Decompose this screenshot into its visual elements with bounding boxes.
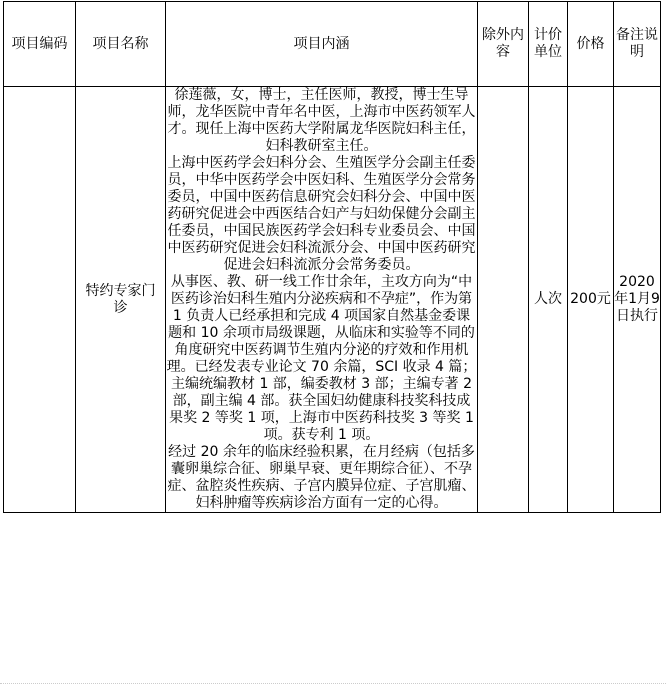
cell-item-content xyxy=(166,87,478,513)
cell-price: 200元 xyxy=(568,87,614,513)
cell-pricing-unit: 人次 xyxy=(529,87,568,513)
cell-item-code xyxy=(4,87,76,513)
header-price: 价格 xyxy=(568,2,614,87)
fee-schedule-table xyxy=(3,1,661,513)
content-paragraph-expertise: 经过 20 余年的临床经验积累，在月经病（包括多囊卵巢综合征、卵巢早衰、更年期综合征）、不孕症、盆腔炎性疾病、子宫内膜异位症、子宫肌瘤、妇科肿瘤等疾病诊治方面有一定的心得。 xyxy=(167,444,476,511)
table-row xyxy=(4,87,661,513)
header-item-code: 项目编码 xyxy=(4,2,76,87)
cell-excluded-content xyxy=(478,87,529,513)
content-paragraph-research: 从事医、教、研一线工作廿余年，主攻方向为“中医药诊治妇科生殖内分泌疾病和不孕症”，作为第 1 负责人已经承担和完成 4 项国家自然基金委课题和 10 余项市局级课题，从临床和实验等不同的角度研究中医药调节生殖内分泌的疗效和作用机理。已经发表专业论文 70 余篇，SCI 收录 4 篇；主编统编教材 1 部，编委教材 3 部；主编专著 2 部，副主编 4 部。获全国妇幼健康科技奖科技成果奖 2 等奖 1 项，上海市中医药科技奖 3 等奖 1 项。获专利 1 项。 xyxy=(166,274,477,443)
header-pricing-unit: 计价单位 xyxy=(529,2,568,87)
cell-note: 2020年1月9日执行 xyxy=(614,87,661,513)
cell-item-name: 特约专家门诊 xyxy=(76,87,166,513)
header-row xyxy=(4,2,661,87)
header-item-name: 项目名称 xyxy=(76,2,166,87)
page-edge-guide xyxy=(0,683,666,684)
content-paragraph-bio: 徐莲薇，女，博士，主任医师，教授，博士生导师，龙华医院中青年名中医，上海市中医药领军人才。现任上海中医药大学附属龙华医院妇科主任，妇科教研室主任。 xyxy=(167,87,476,154)
content-paragraph-positions: 上海中医药学会妇科分会、生殖医学分会副主任委员，中华中医药学会中医妇科、生殖医学分会常务委员，中国中医药信息研究会妇科分会、中国中医药研究促进会中西医结合妇产与妇幼保健分会副主任委员，中国民族医药学会妇科专业委员会、中国中医药研究促进会妇科流派分会、中国中医药研究促进会妇科流派分会常务委员。 xyxy=(167,155,476,273)
header-note: 备注说明 xyxy=(614,2,661,87)
header-excluded-content: 除外内容 xyxy=(478,2,529,87)
header-item-content: 项目内涵 xyxy=(166,2,478,87)
